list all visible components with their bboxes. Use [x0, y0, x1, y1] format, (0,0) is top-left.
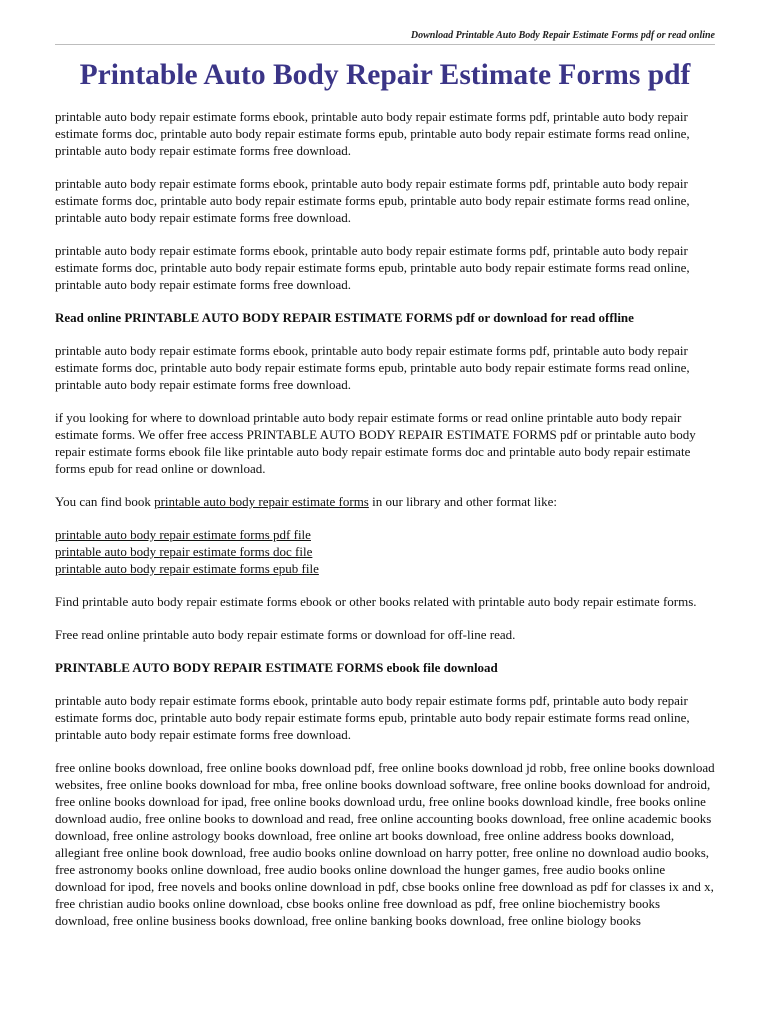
running-header: Download Printable Auto Body Repair Estimate Forms pdf or read online: [410, 30, 715, 41]
paragraph-1: printable auto body repair estimate forms ebook, printable auto body repair estimate forms pdf, printable auto body repair estimate forms doc, printable auto body repair estimate forms epub, printable auto body repair estimate forms read online, printable auto body repair estimate forms free download.: [55, 109, 690, 158]
epub-file-link[interactable]: printable auto body repair estimate forms epub file: [55, 561, 319, 576]
paragraph-9: printable auto body repair estimate forms ebook, printable auto body repair estimate forms pdf, printable auto body repair estimate forms doc, printable auto body repair estimate forms epub, printable auto body repair estimate forms read online, printable auto body repair estimate forms free download.: [55, 693, 690, 742]
paragraph-8: Free read online printable auto body repair estimate forms or download for off-line read.: [55, 627, 516, 642]
format-link-item: [55, 526, 715, 543]
paragraph-6-prefix: You can find book: [55, 494, 155, 509]
document-body: [55, 108, 715, 945]
book-link[interactable]: printable auto body repair estimate forms: [154, 494, 369, 509]
format-links-list: [55, 526, 715, 577]
paragraph-4: printable auto body repair estimate forms ebook, printable auto body repair estimate forms pdf, printable auto body repair estimate forms doc, printable auto body repair estimate forms epub, printable auto body repair estimate forms read online, printable auto body repair estimate forms free download.: [55, 343, 690, 392]
pdf-file-link[interactable]: printable auto body repair estimate forms pdf file: [55, 527, 311, 542]
page-title: Printable Auto Body Repair Estimate Forms pdf: [79, 59, 691, 91]
paragraph-3: printable auto body repair estimate forms ebook, printable auto body repair estimate forms pdf, printable auto body repair estimate forms doc, printable auto body repair estimate forms epub, printable auto body repair estimate forms read online, printable auto body repair estimate forms free download.: [55, 243, 690, 292]
paragraph-7: Find printable auto body repair estimate forms ebook or other books related with printable auto body repair estimate forms.: [55, 594, 697, 609]
section-heading-read-online: Read online PRINTABLE AUTO BODY REPAIR ESTIMATE FORMS pdf or download for read offline: [55, 310, 634, 325]
paragraph-2: printable auto body repair estimate forms ebook, printable auto body repair estimate forms pdf, printable auto body repair estimate forms doc, printable auto body repair estimate forms epub, printable auto body repair estimate forms read online, printable auto body repair estimate forms free download.: [55, 176, 690, 225]
paragraph-6-suffix: in our library and other format like:: [368, 494, 557, 509]
paragraph-6: [55, 493, 715, 510]
paragraph-5: if you looking for where to download printable auto body repair estimate forms or read online printable auto body repair estimate forms. We offer free access PRINTABLE AUTO BODY REPAIR ESTIMATE FORMS pdf or printable auto body repair estimate forms ebook file like printable auto body repair estimate forms doc and printable auto body repair estimate forms epub for read online or download.: [55, 410, 696, 476]
section-heading-ebook-download: PRINTABLE AUTO BODY REPAIR ESTIMATE FORMS ebook file download: [55, 660, 498, 675]
header-divider: [55, 44, 715, 45]
format-link-item: [55, 560, 715, 577]
format-link-item: [55, 543, 715, 560]
doc-file-link[interactable]: printable auto body repair estimate forms doc file: [55, 544, 313, 559]
paragraph-10: free online books download, free online books download pdf, free online books download jd robb, free online books download websites, free online books download for mba, free online books download software, free online books download for android, free online books download for ipad, free online books download urdu, free online books download kindle, free books online download audio, free online books to download and read, free online accounting books download, free online academic books download, free online astrology books download, free online art books download, free online address books download, allegiant free online book download, free audio books online download on harry potter, free online no download audio books, free astronomy books online download, free audio books online download the hunger games, free audio books online download for ipod, free novels and books online download in pdf, cbse books online free download as pdf for classes ix and x, free christian audio books online download, cbse books online free download as pdf, free online biochemistry books download, free online business books download, free online banking books download, free online biology books: [55, 760, 715, 928]
